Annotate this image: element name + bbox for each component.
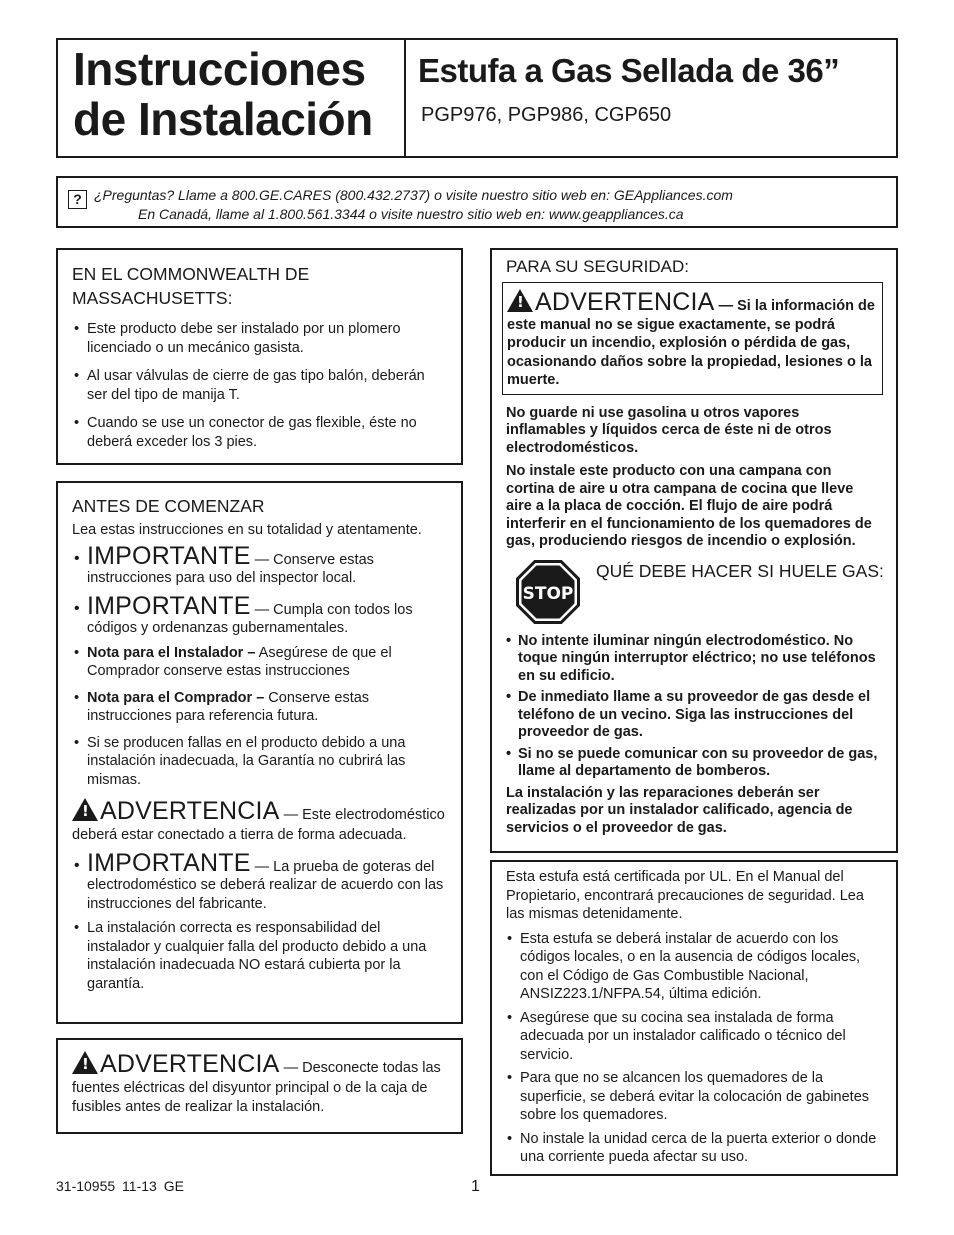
certification-intro: Esta estufa está certificada por UL. En el Manual del Propietario, encontrará precauciones de seguridad. Lea las mismas detenidamente.: [506, 869, 864, 922]
gasoline-warning: No guarde ni use gasolina u otros vapores inflamables y líquidos cerca de éste ni de otros electrodomésticos.: [506, 404, 832, 456]
hood-warning: No instale este producto con una campana con cortina de aire u otra campana de cocina que lleve aire a la placa de cocción. El flujo de aire podrá interferir en el funcionamiento de los quemadores de gas, produciendo riesgos de incendio o explosión.: [506, 463, 872, 549]
stop-sign-icon: [515, 559, 581, 625]
list-item: [72, 644, 447, 681]
note-buyer-label: Nota para el Comprador –: [87, 689, 265, 706]
massachusetts-list: [72, 320, 447, 451]
note-buyer-text: Conserve estas instrucciones para referencia futura.: [87, 689, 370, 724]
question-icon: ?: [68, 190, 87, 209]
title-line-1: Instrucciones: [73, 43, 366, 95]
header-title-panel: [58, 40, 406, 156]
warning-text: — Este electrodoméstico deberá estar conectado a tierra de forma adecuada.: [72, 807, 445, 843]
page-title: [73, 44, 373, 144]
gas-smell-list: [506, 633, 882, 781]
gas-smell-heading: QUÉ DEBE HACER SI HUELE GAS:: [596, 560, 884, 581]
document-code: 31-10955 11-13 GE: [56, 1178, 184, 1194]
product-title: Estufa a Gas Sellada de 36”: [418, 52, 840, 89]
disconnect-warning-box: [56, 1038, 463, 1134]
important-label: IMPORTANTE: [87, 848, 251, 877]
installation-note: La instalación y las reparaciones deberán ser realizadas por un instalador calificado, agencia de servicios o el proveedor de gas.: [506, 784, 853, 836]
important-label: IMPORTANTE: [87, 541, 251, 570]
massachusetts-box: [56, 248, 463, 465]
list-item: • Este producto debe ser instalado por un plomero licenciado o un mecánico gasista.: [72, 320, 447, 357]
list-item: [72, 689, 447, 726]
list-item: • Cuando se use un conector de gas flexible, éste no deberá exceder los 3 pies.: [72, 414, 447, 451]
list-item: • Si no se puede comunicar con su proveedor de gas, llame al departamento de bomberos.: [506, 746, 882, 781]
list-item: • Al usar válvulas de cierre de gas tipo balón, deberán ser del tipo de manija T.: [72, 367, 447, 404]
important-note-1: [72, 541, 447, 588]
safety-box: [490, 248, 898, 853]
safety-heading: PARA SU SEGURIDAD:: [506, 257, 689, 276]
warning-icon: [72, 798, 98, 821]
before-starting-heading: ANTES DE COMENZAR: [72, 496, 265, 516]
important-text: — Conserve estas instrucciones para uso del inspector local.: [87, 551, 374, 586]
contact-line-us: ¿Preguntas? Llame a 800.GE.CARES (800.432.2737) o visite nuestro sitio web en: GEAppliances.com: [94, 187, 733, 203]
list-item: • No instale la unidad cerca de la puerta exterior o donde una corriente pueda afectar su uso.: [506, 1130, 882, 1167]
certification-list: [506, 930, 882, 1167]
list-item: • No intente iluminar ningún electrodoméstico. No toque ningún interruptor eléctrico; no use teléfonos en su edificio.: [506, 633, 882, 686]
header: [56, 38, 898, 158]
title-line-2: de Instalación: [73, 93, 373, 145]
important-text: — Cumpla con todos los códigos y ordenanzas gubernamentales.: [87, 601, 413, 636]
important-note-2: [72, 591, 447, 638]
list-item: • Esta estufa se deberá instalar de acuerdo con los códigos locales, o en la ausencia de códigos locales, con el Código de Gas Combustible Nacional, ANSIZ223.1/NFPA.54, última edición.: [506, 930, 882, 1004]
stop-sign-text: STOP: [522, 583, 574, 604]
warning-icon: [507, 289, 533, 312]
important-label: IMPORTANTE: [87, 591, 251, 620]
notes-list: [72, 644, 447, 790]
note-installer-label: Nota para el Instalador –: [87, 644, 256, 661]
contact-bar: [56, 176, 898, 228]
before-starting-intro: Lea estas instrucciones en su totalidad y atentamente.: [72, 522, 422, 538]
warning-label: ADVERTENCIA: [100, 1050, 280, 1078]
page-number: 1: [471, 1178, 480, 1195]
list-item: • Para que no se alcancen los quemadores de la superficie, se deberá evitar la colocación de gabinetes sobre los quemadores.: [506, 1069, 882, 1125]
list-item: • De inmediato llame a su proveedor de gas desde el teléfono de un vecino. Siga las instrucciones del proveedor de gas.: [506, 689, 882, 742]
responsibility-list: [72, 919, 447, 993]
list-item: • Si se producen fallas en el producto debido a una instalación inadecuada, la Garantía no cubrirá las mismas.: [72, 734, 447, 790]
warning-text: — Si la información de este manual no se sigue exactamente, se podrá producir un incendio, explosión o pérdida de gas, ocasionando daños sobre la propiedad, lesiones o la muerte.: [507, 298, 875, 388]
gas-smell-section: [506, 555, 882, 633]
ground-warning: [72, 797, 447, 845]
note-installer-text: Asegúrese de que el Comprador conserve estas instrucciones: [87, 644, 392, 679]
warning-icon: [72, 1051, 98, 1074]
important-note-3: [72, 848, 447, 914]
model-numbers: PGP976, PGP986, CGP650: [421, 104, 672, 126]
important-text: — La prueba de goteras del electrodoméstico se deberá realizar de acuerdo con las instrucciones del fabricante.: [87, 858, 444, 912]
warning-label: ADVERTENCIA: [100, 797, 280, 825]
warning-text: — Desconecte todas las fuentes eléctricas del disyuntor principal o de la caja de fusibles antes de realizar la instalación.: [72, 1060, 441, 1115]
safety-warning-box: [502, 282, 883, 395]
certification-box: [490, 860, 898, 1176]
list-item: • Asegúrese que su cocina sea instalada de forma adecuada por un instalador calificado o técnico del servicio.: [506, 1009, 882, 1065]
contact-line-canada: En Canadá, llame al 1.800.561.3344 o visite nuestro sitio web en: www.geappliances.ca: [138, 206, 684, 222]
warning-label: ADVERTENCIA: [535, 288, 715, 316]
massachusetts-heading: EN EL COMMONWEALTH DE MASSACHUSETTS:: [72, 264, 310, 308]
list-item: • La instalación correcta es responsabilidad del instalador y cualquier falla del producto debido a una instalación inadecuada NO estará cubierta por la garantía.: [72, 919, 447, 993]
before-starting-box: [56, 481, 463, 1024]
